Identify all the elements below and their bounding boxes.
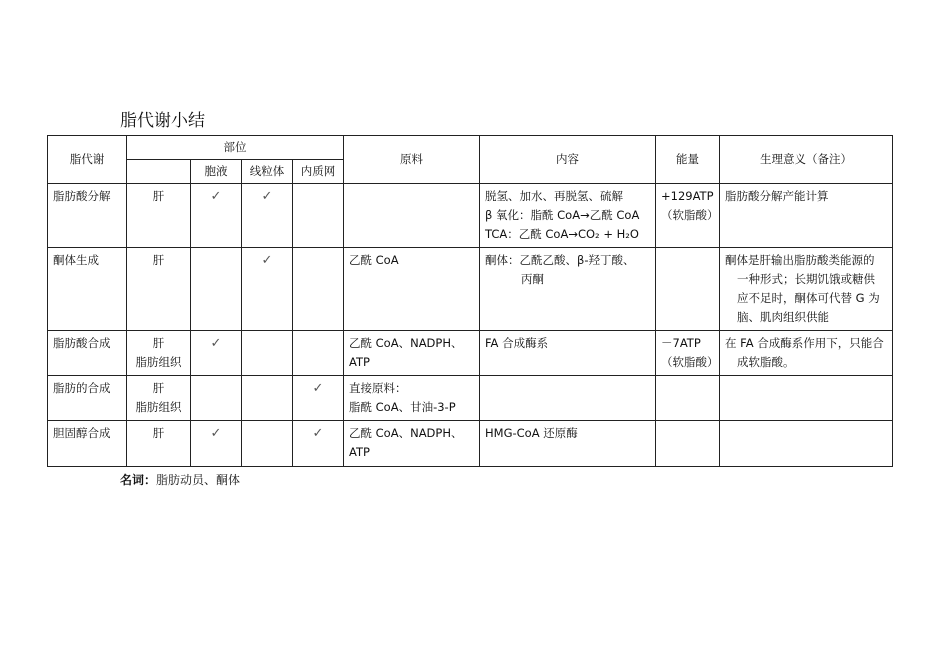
cell-line: FA 合成酶系: [485, 336, 549, 350]
cell-line: （软脂酸）: [661, 208, 719, 222]
row-substrate: [344, 184, 480, 248]
terms-label: 名词：: [120, 473, 157, 487]
cell-line: 在 FA 合成酶系作用下，只能合: [725, 336, 884, 350]
cell-line: 乙酰 CoA、NADPH、ATP: [349, 426, 463, 459]
cell-line: 脂肪组织: [135, 400, 182, 414]
check-icon: ✓: [312, 426, 324, 441]
row-name: 脂肪酸分解: [48, 184, 127, 248]
row-energy: [656, 376, 720, 421]
row-er: [293, 248, 344, 331]
cell-line: 酮体：乙酰乙酸、β-羟丁酸、: [485, 253, 635, 267]
cell-line: β 氧化：脂酰 CoA→乙酰 CoA: [485, 208, 640, 222]
header-er: 内质网: [293, 160, 344, 184]
row-cytosol: [191, 376, 242, 421]
row-significance: [720, 376, 893, 421]
cell-line: HMG-CoA 还原酶: [485, 426, 578, 440]
row-significance: [720, 184, 893, 248]
row-organ: [127, 421, 191, 467]
check-icon: ✓: [210, 189, 222, 204]
row-organ: [127, 331, 191, 376]
cell-line: 应不足时，酮体可代替 G 为: [737, 291, 880, 305]
row-name: 酮体生成: [48, 248, 127, 331]
header-cytosol: 胞液: [191, 160, 242, 184]
row-cytosol: [191, 248, 242, 331]
row-content: [480, 421, 656, 467]
row-er: [293, 184, 344, 248]
cell-line: 肝: [152, 253, 165, 267]
header-mitochondria: 线粒体: [242, 160, 293, 184]
table-row: [48, 331, 893, 376]
row-substrate: [344, 331, 480, 376]
terms-line: [120, 471, 240, 488]
row-er: [293, 376, 344, 421]
check-icon: ✓: [261, 253, 273, 268]
cell-line: 肝: [152, 426, 165, 440]
row-mitochondria: [242, 376, 293, 421]
row-substrate: [344, 376, 480, 421]
cell-line: 脑、肌肉组织供能: [737, 310, 829, 324]
row-mitochondria: [242, 421, 293, 467]
row-cytosol: [191, 331, 242, 376]
header-location: 部位: [127, 136, 344, 160]
cell-line: 肝: [152, 381, 165, 395]
header-energy: 能量: [656, 136, 720, 184]
row-organ: [127, 248, 191, 331]
check-icon: ✓: [261, 189, 273, 204]
row-substrate: [344, 248, 480, 331]
cell-line: （软脂酸）: [661, 355, 719, 369]
row-content: [480, 376, 656, 421]
page-title: 脂代谢小结: [120, 111, 205, 131]
cell-line: 酮体是肝输出脂肪酸类能源的: [725, 253, 875, 267]
lipid-metabolism-table: [47, 135, 893, 467]
cell-line: 脂肪组织: [135, 355, 182, 369]
row-energy: [656, 331, 720, 376]
cell-line: 脂肪酸分解产能计算: [725, 189, 829, 203]
table-row: [48, 421, 893, 467]
row-cytosol: [191, 184, 242, 248]
row-mitochondria: [242, 331, 293, 376]
row-substrate: [344, 421, 480, 467]
table-row: [48, 376, 893, 421]
table-body: [48, 184, 893, 467]
cell-line: 乙酰 CoA: [349, 253, 399, 267]
header-metabolism: 脂代谢: [48, 136, 127, 184]
row-significance: [720, 248, 893, 331]
header-substrate: 原料: [344, 136, 480, 184]
cell-line: 一种形式；长期饥饿或糖供: [737, 272, 875, 286]
header-significance: 生理意义（备注）: [720, 136, 893, 184]
cell-line: TCA：乙酰 CoA→CO₂ + H₂O: [485, 227, 639, 241]
row-content: [480, 248, 656, 331]
cell-line: 丙酮: [521, 272, 544, 286]
row-mitochondria: [242, 248, 293, 331]
terms-value: 脂肪动员、酮体: [156, 473, 241, 487]
cell-line: 成软脂酸。: [737, 355, 795, 369]
row-name: 脂肪的合成: [48, 376, 127, 421]
header-organ: [127, 160, 191, 184]
row-name: 脂肪酸合成: [48, 331, 127, 376]
cell-line: 乙酰 CoA、NADPH、ATP: [349, 336, 463, 369]
row-significance: [720, 421, 893, 467]
cell-line: 肝: [152, 336, 165, 350]
row-organ: [127, 376, 191, 421]
cell-line: 肝: [152, 189, 165, 203]
row-er: [293, 421, 344, 467]
row-mitochondria: [242, 184, 293, 248]
cell-line: 脂酰 CoA、甘油-3-P: [349, 400, 456, 414]
check-icon: ✓: [210, 336, 222, 351]
row-energy: [656, 248, 720, 331]
table-row: [48, 184, 893, 248]
cell-line: －7ATP: [661, 336, 701, 350]
row-organ: [127, 184, 191, 248]
check-icon: ✓: [210, 426, 222, 441]
cell-line: +129ATP: [661, 189, 714, 203]
cell-line: 直接原料：: [349, 381, 407, 395]
check-icon: ✓: [312, 381, 324, 396]
row-energy: [656, 421, 720, 467]
table-row: [48, 248, 893, 331]
row-er: [293, 331, 344, 376]
row-content: [480, 331, 656, 376]
header-row: [48, 136, 893, 160]
row-content: [480, 184, 656, 248]
row-energy: [656, 184, 720, 248]
row-cytosol: [191, 421, 242, 467]
row-significance: [720, 331, 893, 376]
cell-line: 脱氢、加水、再脱氢、硫解: [485, 189, 623, 203]
row-name: 胆固醇合成: [48, 421, 127, 467]
header-content: 内容: [480, 136, 656, 184]
